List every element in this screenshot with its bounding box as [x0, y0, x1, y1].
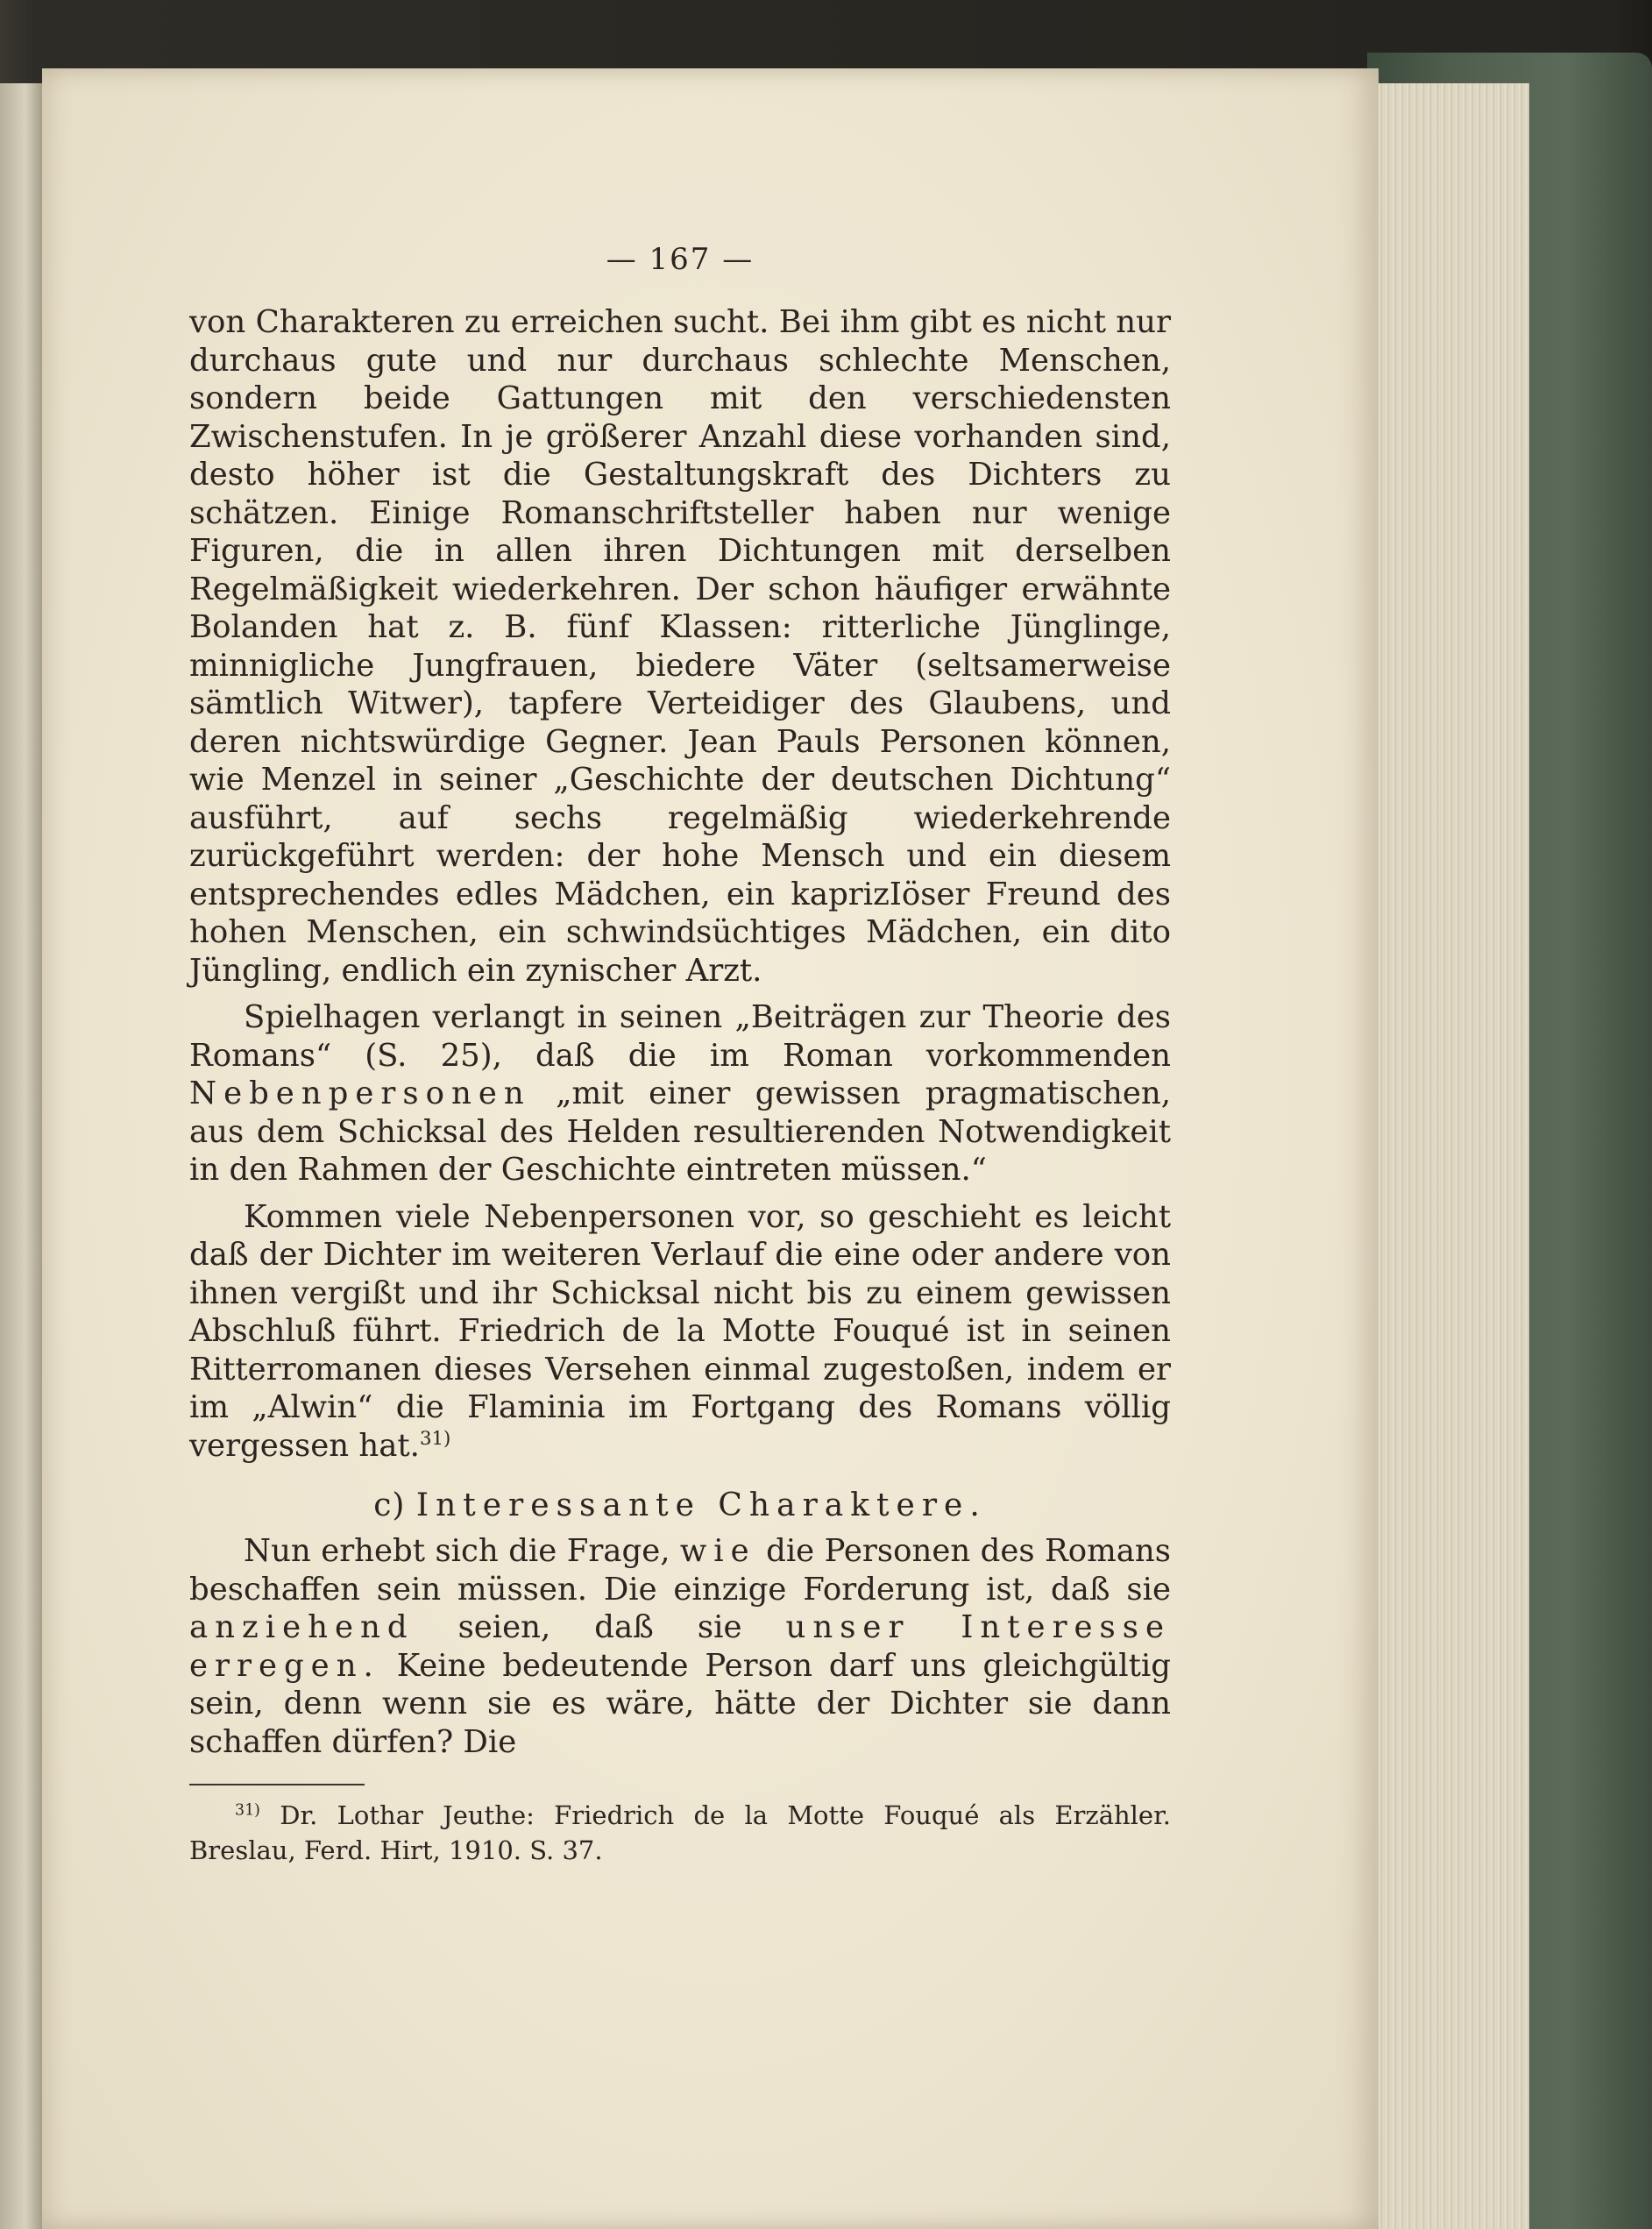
paragraph-3 — [189, 1198, 1171, 1466]
section-heading-title: Interessante Charaktere. — [415, 1487, 987, 1523]
section-heading — [189, 1487, 1171, 1523]
paragraph-4 — [189, 1532, 1171, 1761]
paragraph-4-text-c: seien, daß sie — [457, 1609, 742, 1645]
book-page — [42, 68, 1379, 2229]
footnote-rule — [189, 1784, 365, 1785]
spaced-term-anziehend: anziehend — [189, 1609, 415, 1645]
facing-page-edge — [0, 83, 42, 2229]
footnote-text: Dr. Lothar Jeuthe: Friedrich de la Motte Fouqué als Erzähler. Breslau, Ferd. Hirt, 1910. S. 37. — [189, 1800, 1171, 1865]
spaced-term-wie: wie — [679, 1533, 756, 1569]
section-heading-prefix: c) — [373, 1487, 406, 1523]
paragraph-3-text: Kommen viele Nebenpersonen vor, so geschieht es leicht daß der Dichter im weiteren Verlauf die eine oder andere von ihnen vergißt und ihr Schicksal nicht bis zu einem gewissen Abschluß führt. Friedrich de la Motte Fouqué ist in seinen Ritterromanen dieses Versehen einmal zugestoßen, indem er im „Alwin“ die Flaminia im Fortgang des Romans völlig vergessen hat. — [189, 1198, 1171, 1464]
paragraph-2-text-a: Spielhagen verlangt in seinen „Beiträgen zur Theorie des Romans“ (S. 25), daß die im Roman vorkommenden — [189, 999, 1171, 1074]
paragraph-2 — [189, 998, 1171, 1189]
paragraph-4-text-a: Nun erhebt sich die Frage, — [244, 1533, 670, 1569]
page-content — [189, 242, 1171, 1868]
footnote-marker: 31) — [235, 1801, 260, 1820]
spaced-term-nebenpersonen: Nebenpersonen — [189, 1075, 531, 1111]
page-number: — 167 — — [606, 242, 755, 277]
page-stack-edges — [1363, 83, 1529, 2229]
paragraph-4-text-d: Keine bedeutende Person darf uns gleichgültig sein, denn wenn sie es wäre, hätte der Dichter sie dann schaffen dürfen? Die — [189, 1647, 1171, 1760]
paragraph-1: von Charakteren zu erreichen sucht. Bei ihm gibt es nicht nur durchaus gute und nur durchaus schlechte Menschen, sondern beide Gattungen mit den verschiedensten Zwischenstufen. In je größerer Anzahl diese vorhanden sind, desto höher ist die Gestaltungskraft des Dichters zu schätzen. Einige Romanschriftsteller haben nur wenige Figuren, die in allen ihren Dichtungen mit derselben Regelmäßigkeit wiederkehren. Der schon häufiger erwähnte Bolanden hat z. B. fünf Klassen: ritterliche Jünglinge, minnigliche Jungfrauen, biedere Väter (seltsamerweise sämtlich Witwer), tapfere Verteidiger des Glaubens, und deren nichtswürdige Gegner. Jean Pauls Personen können, wie Menzel in seiner „Geschichte der deutschen Dichtung“ ausführt, auf sechs regelmäßig wiederkehrende zurückgeführt werden: der hohe Mensch und ein diesem entsprechendes edles Mädchen, ein kaprizIöser Freund des hohen Menschen, ein schwindsüchtiges Mädchen, ein dito Jüngling, endlich ein zynischer Arzt. — [189, 304, 1171, 989]
spaced-term-interesse: unser Interesse erregen. — [189, 1609, 1171, 1684]
paragraph-4-text-b: die Personen des Romans beschaffen sein müssen. Die einzige Forderung ist, daß sie — [189, 1533, 1171, 1608]
footnote — [189, 1798, 1171, 1868]
paragraph-2-text-b: „mit einer gewissen pragmatischen, aus dem Schicksal des Helden resultierenden Notwendigkeit in den Rahmen der Geschichte eintreten müssen.“ — [189, 1075, 1171, 1188]
footnote-reference: 31) — [419, 1427, 451, 1450]
